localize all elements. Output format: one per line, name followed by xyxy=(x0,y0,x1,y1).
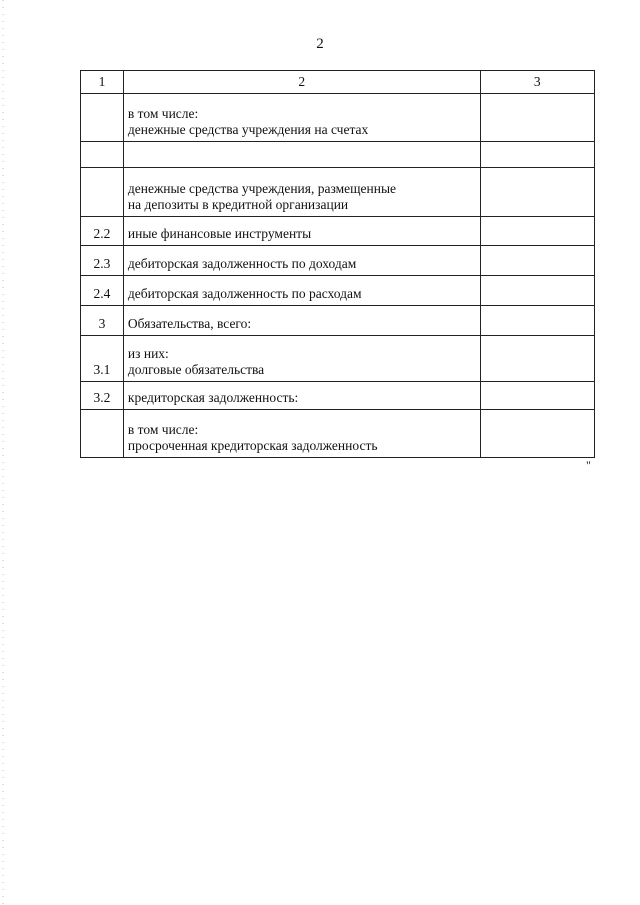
row-label xyxy=(123,142,480,168)
row-label-line: долговые обязательства xyxy=(127,362,265,377)
table-row xyxy=(81,94,595,142)
row-label-line: из них: xyxy=(127,346,169,361)
header-col-3: 3 xyxy=(480,71,594,94)
header-col-1: 1 xyxy=(81,71,124,94)
row-value xyxy=(480,246,594,276)
table-row xyxy=(81,217,595,246)
row-number: 3.2 xyxy=(81,382,124,410)
row-number xyxy=(81,410,124,458)
row-label: дебиторская задолженность по доходам xyxy=(123,246,480,276)
table-row xyxy=(81,306,595,336)
table-row xyxy=(81,382,595,410)
page-number: 2 xyxy=(316,36,324,52)
row-label xyxy=(123,168,480,217)
header-col-2: 2 xyxy=(123,71,480,94)
row-value xyxy=(480,306,594,336)
row-label xyxy=(123,94,480,142)
row-label-line: на депозиты в кредитной организации xyxy=(127,197,349,212)
row-label-line: денежные средства учреждения на счетах xyxy=(127,122,369,137)
row-label xyxy=(123,410,480,458)
table-row xyxy=(81,336,595,382)
financial-table xyxy=(80,70,595,458)
row-value xyxy=(480,168,594,217)
row-number: 2.2 xyxy=(81,217,124,246)
row-number: 2.4 xyxy=(81,276,124,306)
scan-edge xyxy=(2,0,4,905)
row-number: 3.1 xyxy=(81,336,124,382)
row-value xyxy=(480,94,594,142)
table-header-row xyxy=(81,71,595,94)
table-row xyxy=(81,168,595,217)
table-row xyxy=(81,276,595,306)
row-number xyxy=(81,142,124,168)
table-row xyxy=(81,246,595,276)
table-row xyxy=(81,142,595,168)
row-label: кредиторская задолженность: xyxy=(123,382,480,410)
row-value xyxy=(480,336,594,382)
row-label: дебиторская задолженность по расходам xyxy=(123,276,480,306)
row-label-line: просроченная кредиторская задолженность xyxy=(127,438,378,453)
row-value xyxy=(480,276,594,306)
row-number xyxy=(81,168,124,217)
row-label xyxy=(123,336,480,382)
row-label-line: в том числе: xyxy=(127,422,199,437)
row-value xyxy=(480,142,594,168)
row-value xyxy=(480,382,594,410)
row-number xyxy=(81,94,124,142)
row-value xyxy=(480,217,594,246)
row-label-line: в том числе: xyxy=(127,106,199,121)
row-number: 2.3 xyxy=(81,246,124,276)
row-label: Обязательства, всего: xyxy=(123,306,480,336)
row-value xyxy=(480,410,594,458)
row-number: 3 xyxy=(81,306,124,336)
row-label: иные финансовые инструменты xyxy=(123,217,480,246)
row-label-line: денежные средства учреждения, размещенные xyxy=(127,181,397,196)
closing-quote-mark: " xyxy=(586,458,591,472)
table-row xyxy=(81,410,595,458)
